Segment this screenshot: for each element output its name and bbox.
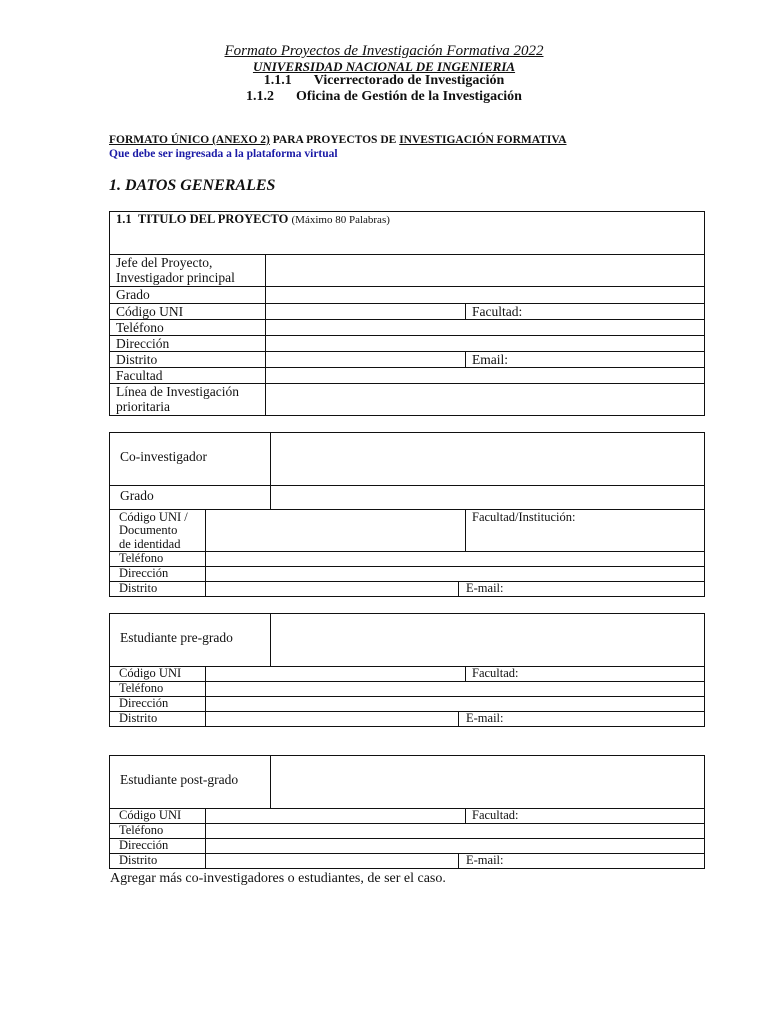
telefono-field[interactable] bbox=[266, 320, 704, 335]
heading-number: 1.1.2 bbox=[246, 89, 275, 104]
coinv-direccion-field[interactable] bbox=[206, 567, 704, 581]
facultad-label: Facultad bbox=[116, 368, 163, 383]
email-label: Email: bbox=[472, 352, 508, 367]
coinv-codigo-line1: Código UNI / bbox=[119, 510, 188, 524]
document-header-title: Formato Proyectos de Investigación Formativa 2022 bbox=[224, 43, 544, 59]
pregrado-telefono-label: Teléfono bbox=[119, 681, 164, 695]
coinv-codigo-field[interactable] bbox=[206, 510, 464, 550]
pregrado-facultad-label: Facultad: bbox=[472, 666, 519, 680]
section-datos-generales: 1. DATOS GENERALES bbox=[109, 177, 276, 194]
linea-field[interactable] bbox=[266, 384, 704, 415]
codigo-uni-field[interactable] bbox=[266, 304, 464, 319]
format-investigacion: INVESTIGACIÓN FORMATIVA bbox=[399, 134, 567, 146]
coinv-grado-field[interactable] bbox=[271, 486, 704, 508]
pregrado-distrito-field[interactable] bbox=[206, 712, 457, 726]
coinv-title: Co-investigador bbox=[120, 449, 207, 464]
postgrado-distrito-field[interactable] bbox=[206, 854, 457, 868]
postgrado-direccion-field[interactable] bbox=[206, 839, 704, 853]
distrito-field[interactable] bbox=[266, 352, 464, 367]
postgrado-title: Estudiante post-grado bbox=[120, 772, 239, 787]
project-title-field[interactable] bbox=[265, 212, 703, 253]
direccion-label: Dirección bbox=[116, 336, 170, 351]
university-name: UNIVERSIDAD NACIONAL DE INGENIERIA bbox=[252, 59, 516, 74]
postgrado-email-label: E-mail: bbox=[466, 853, 504, 867]
grado-label: Grado bbox=[116, 287, 150, 302]
codigo-uni-label: Código UNI bbox=[116, 304, 184, 319]
heading-number: 1.1.1 bbox=[263, 73, 292, 88]
pregrado-name-field[interactable] bbox=[271, 614, 704, 665]
pregrado-codigo-field[interactable] bbox=[206, 667, 464, 681]
coinv-telefono-field[interactable] bbox=[206, 552, 704, 566]
pregrado-telefono-field[interactable] bbox=[206, 682, 704, 696]
postgrado-direccion-label: Dirección bbox=[119, 838, 169, 852]
distrito-label: Distrito bbox=[116, 352, 158, 367]
postgrado-telefono-label: Teléfono bbox=[119, 823, 164, 837]
facultad-right-label: Facultad: bbox=[472, 304, 523, 319]
heading-oficina bbox=[0, 89, 768, 105]
pregrado-direccion-label: Dirección bbox=[119, 696, 169, 710]
format-subtitle: Que debe ser ingresada a la plataforma virtual bbox=[109, 148, 338, 160]
postgrado-distrito-label: Distrito bbox=[119, 853, 158, 867]
postgrado-codigo-field[interactable] bbox=[206, 809, 464, 823]
facultad-field[interactable] bbox=[266, 368, 704, 383]
coinv-facultad-label: Facultad/Institución: bbox=[472, 510, 576, 524]
footer-note: Agregar más co-investigadores o estudiantes, de ser el caso. bbox=[110, 871, 446, 886]
project-title-number: 1.1 bbox=[116, 212, 132, 226]
postgrado-name-field[interactable] bbox=[271, 756, 704, 807]
linea-label-line2: prioritaria bbox=[116, 399, 170, 414]
pregrado-title: Estudiante pre-grado bbox=[120, 630, 233, 645]
coinv-distrito-label: Distrito bbox=[119, 581, 158, 595]
format-anexo: FORMATO ÚNICO (ANEXO 2) bbox=[109, 134, 270, 146]
coinv-direccion-label: Dirección bbox=[119, 566, 169, 580]
coinv-name-field[interactable] bbox=[271, 433, 704, 484]
telefono-label: Teléfono bbox=[116, 320, 164, 335]
postgrado-facultad-label: Facultad: bbox=[472, 808, 519, 822]
format-heading bbox=[109, 134, 567, 146]
jefe-label-line1: Jefe del Proyecto, bbox=[116, 255, 213, 270]
linea-label-line1: Línea de Investigación bbox=[116, 384, 239, 399]
pregrado-codigo-label: Código UNI bbox=[119, 666, 182, 680]
postgrado-codigo-label: Código UNI bbox=[119, 808, 182, 822]
coinv-codigo-line3: de identidad bbox=[119, 537, 181, 551]
coinv-telefono-label: Teléfono bbox=[119, 551, 164, 565]
project-title-bold: TITULO DEL PROYECTO bbox=[137, 212, 289, 226]
grado-field[interactable] bbox=[266, 287, 704, 302]
coinv-codigo-line2: Documento bbox=[119, 523, 178, 537]
postgrado-telefono-field[interactable] bbox=[206, 824, 704, 838]
jefe-field[interactable] bbox=[266, 255, 704, 285]
coinv-email-label: E-mail: bbox=[466, 581, 504, 595]
direccion-field[interactable] bbox=[266, 336, 704, 351]
heading-text: Vicerrectorado de Investigación bbox=[313, 73, 505, 88]
project-title-note: (Máximo 80 Palabras) bbox=[291, 214, 390, 226]
coinv-distrito-field[interactable] bbox=[206, 582, 457, 596]
pregrado-distrito-label: Distrito bbox=[119, 711, 158, 725]
pregrado-email-label: E-mail: bbox=[466, 711, 504, 725]
format-middle: PARA PROYECTOS DE bbox=[269, 134, 400, 146]
coinv-grado-label: Grado bbox=[120, 488, 154, 503]
heading-vicerrectorado bbox=[0, 73, 768, 89]
heading-text: Oficina de Gestión de la Investigación bbox=[296, 89, 522, 104]
jefe-label-line2: Investigador principal bbox=[116, 270, 235, 285]
pregrado-direccion-field[interactable] bbox=[206, 697, 704, 711]
